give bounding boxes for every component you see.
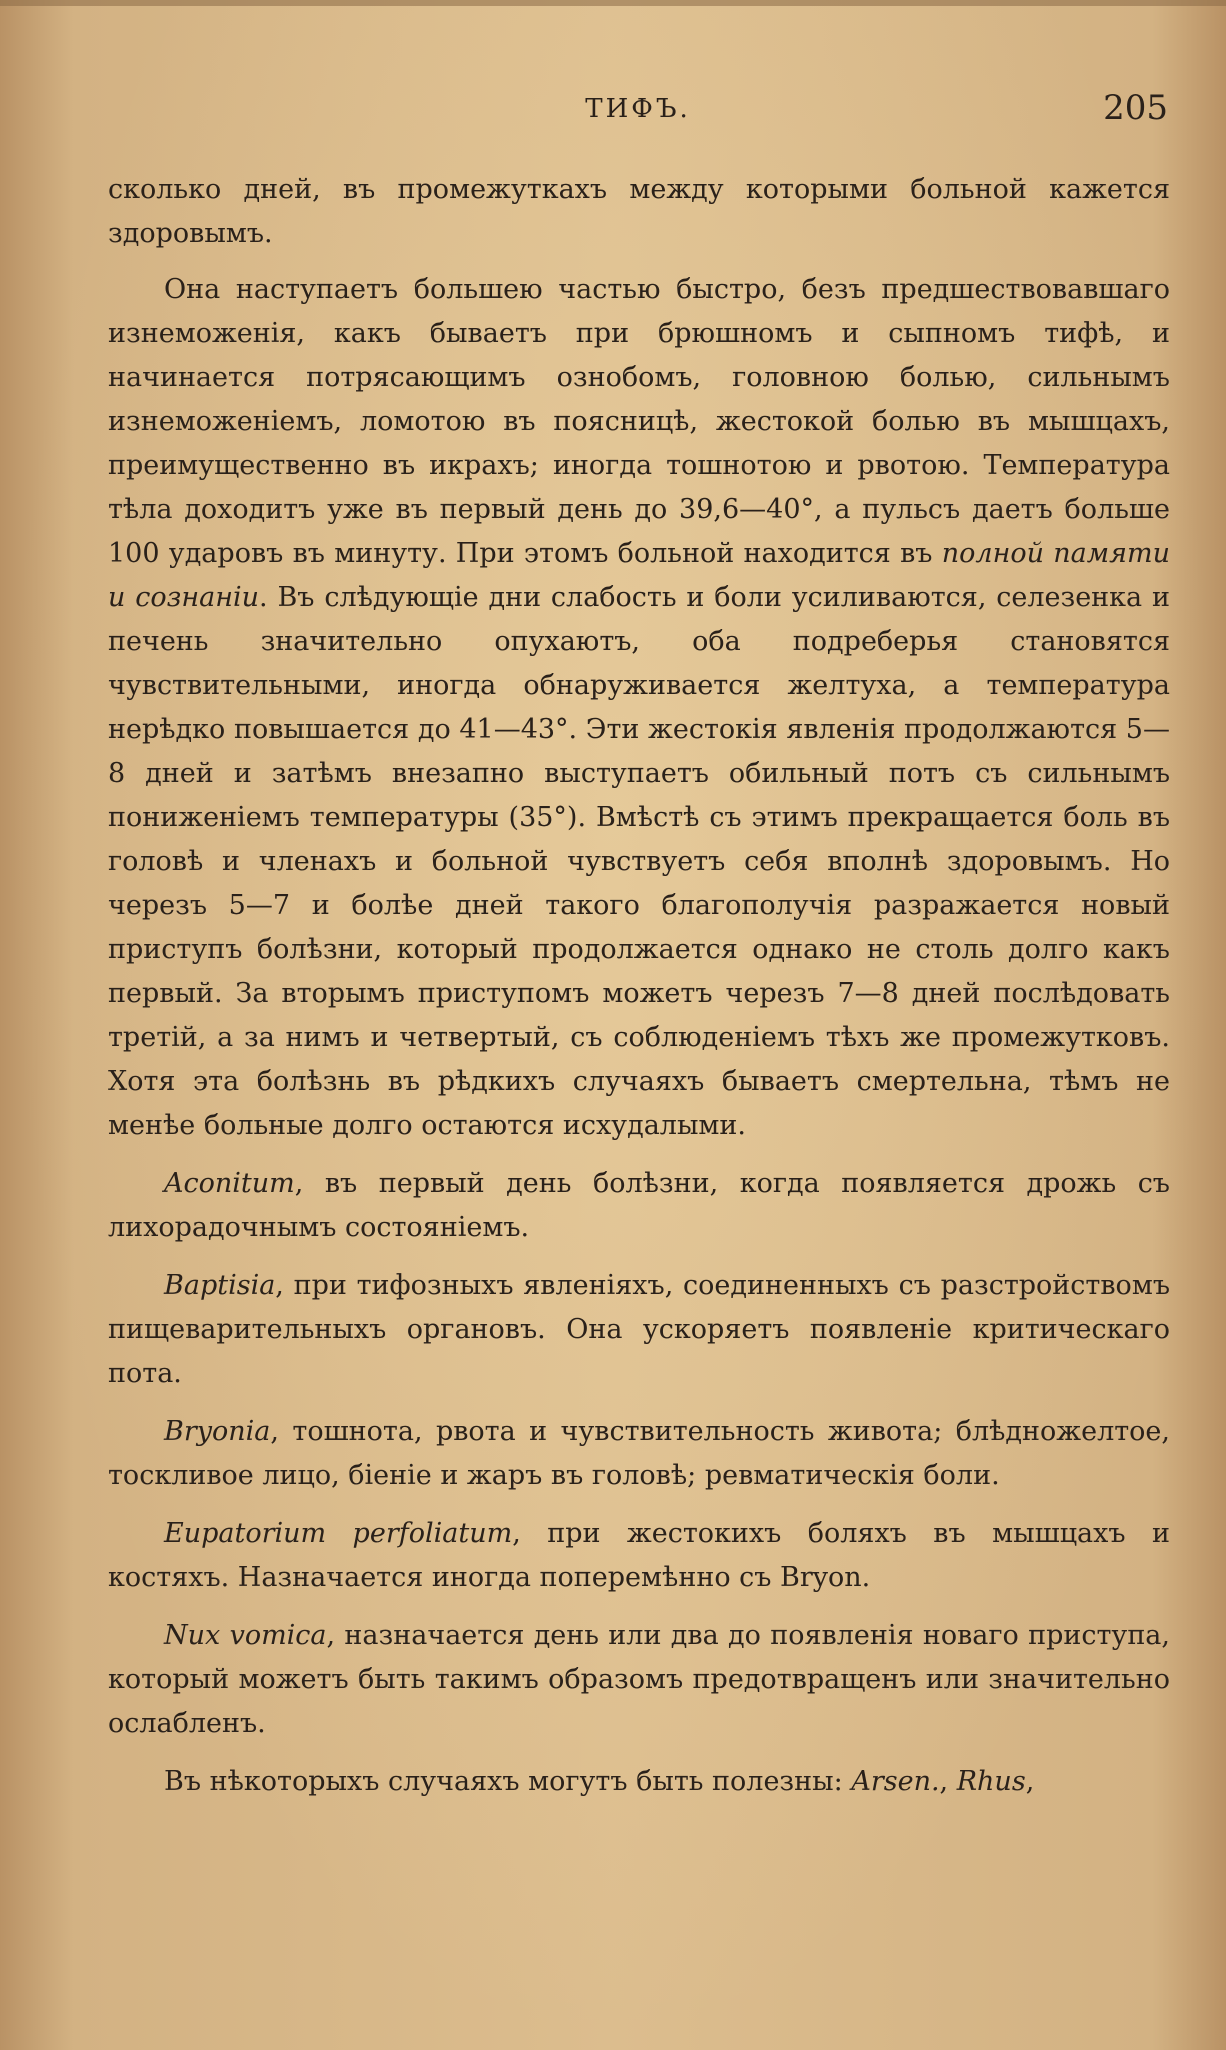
closing-punctuation: , — [1025, 1766, 1035, 1797]
remedy-entry-eupatorium — [108, 1512, 1170, 1600]
remedy-text: , въ первый день болѣзни, когда появляется дрожь съ лихорадочнымъ состоянiемъ. — [108, 1168, 1170, 1243]
page-number: 205 — [1103, 88, 1168, 128]
remedy-name: Nux vomica — [164, 1620, 327, 1651]
remedy-text: , тошнота, рвота и чувствительность живота; блѣдножелтое, тоскливое лицо, бiенiе и жаръ въ головѣ; ревматическiя боли. — [108, 1416, 1170, 1491]
closing-text: Въ нѣкоторыхъ случаяхъ могутъ быть полезны: — [164, 1766, 852, 1797]
paragraph-text: Она наступаетъ большею частью быстро, безъ предшествовавшаго изнеможенiя, какъ бываетъ при брюшномъ и сыпномъ тифѣ, и начинается потрясающимъ ознобомъ, головною болью, сильнымъ изнеможенiемъ, ломотою въ поясницѣ, жестокой болью въ мышцахъ, преимущественно въ икрахъ; иногда тошнотою и рвотою. Температура тѣла доходитъ уже въ первый день до 39,6—40°, а пульсъ даетъ больше 100 ударовъ въ минуту. При этомъ больной находится въ — [108, 274, 1170, 569]
paragraph-closing — [108, 1760, 1170, 1804]
page-top-edge — [0, 0, 1226, 6]
paragraph-text: . Въ слѣдующiе дни слабость и боли усиливаются, селезенка и печень значительно опухаютъ, оба подреберья становятся чувствительными, иногда обнаруживается желтуха, а температура нерѣдко повышается до 41—43°. Эти жестокiя явленiя продолжаются 5—8 дней и затѣмъ внезапно выступаетъ обильный потъ съ сильнымъ пониженiемъ температуры (35°). Вмѣстѣ съ этимъ прекращается боль въ головѣ и членахъ и больной чувствуетъ себя вполнѣ здоровымъ. Но черезъ 5—7 и болѣе дней такого благополучiя разражается новый приступъ болѣзни, который продолжается однако не столь долго какъ первый. За вторымъ приступомъ можетъ черезъ 7—8 дней послѣдовать третiй, а за нимъ и четвертый, съ соблюденiемъ тѣхъ же промежутковъ. Хотя эта болѣзнь въ рѣдкихъ случаяхъ бываетъ смертельна, тѣмъ не менѣе больные долго остаются исхудалыми. — [108, 582, 1170, 1141]
remedy-text: , при тифозныхъ явленiяхъ, соединенныхъ съ разстройствомъ пищеварительныхъ органовъ. Она ускоряетъ появленiе критическаго пота. — [108, 1270, 1170, 1389]
separator-text: , — [939, 1766, 957, 1797]
paragraph-continuation: сколько дней, въ промежуткахъ между которыми больной кажется здоровымъ. — [108, 174, 1170, 249]
remedy-name: Bryonia — [164, 1416, 271, 1447]
paragraph-fever-description — [108, 268, 1170, 1148]
remedy-name: Rhus — [956, 1766, 1026, 1797]
remedy-name: Eupatorium perfoliatum — [164, 1518, 513, 1549]
remedy-entry-baptisia — [108, 1264, 1170, 1396]
remedy-text: , при жестокихъ боляхъ въ мышцахъ и костяхъ. Назначается иногда поперемѣнно съ Bryon. — [108, 1518, 1170, 1593]
remedy-name: Arsen. — [851, 1766, 940, 1797]
running-head: ТИФЪ. — [585, 94, 691, 124]
emphasis-text: полной памяти и сознанiи — [108, 538, 1171, 613]
remedy-text: , назначается день или два до появленiя новаго приступа, который можетъ быть такимъ образомъ предотвращенъ или значительно ослабленъ. — [108, 1620, 1170, 1739]
remedy-entry-bryonia — [108, 1410, 1170, 1498]
remedy-name: Aconitum — [164, 1168, 295, 1199]
remedy-name: Baptisia — [164, 1270, 276, 1301]
page-header — [108, 88, 1168, 136]
remedy-entry-nux-vomica — [108, 1614, 1170, 1746]
page-body — [108, 168, 1170, 1818]
remedy-entry-aconitum — [108, 1162, 1170, 1250]
